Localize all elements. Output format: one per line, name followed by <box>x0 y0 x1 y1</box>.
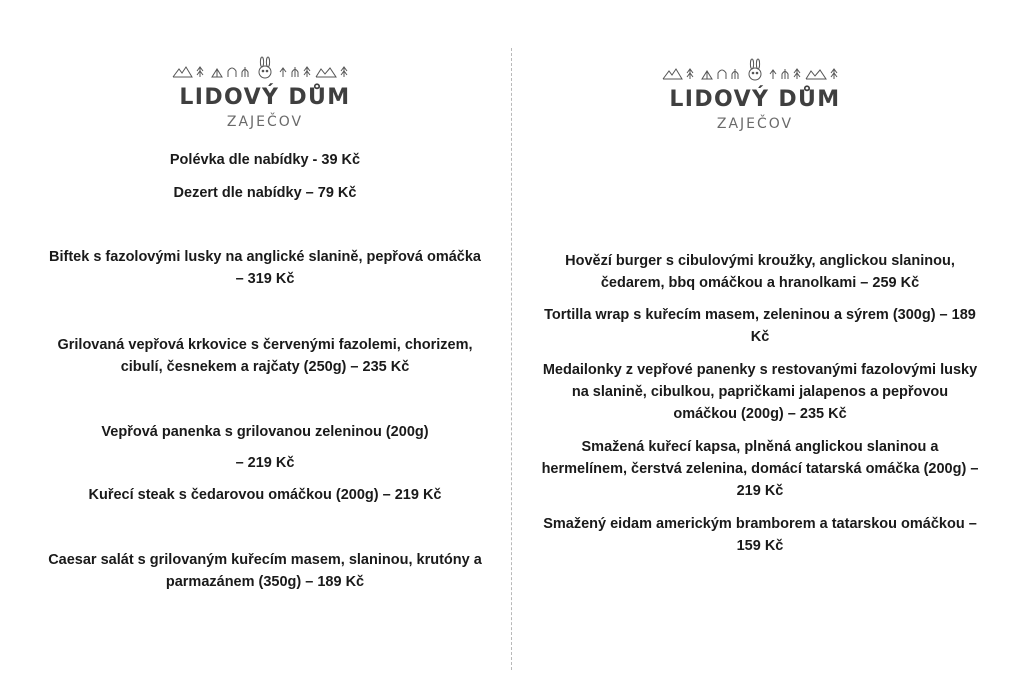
page-divider <box>511 48 512 670</box>
restaurant-location: ZAJEČOV <box>716 116 794 132</box>
menu-item: Tortilla wrap s kuřecím masem, zeleninou a sýrem (300g) – 189 Kč <box>544 307 976 345</box>
menu-item: Biftek s fazolovými lusky na anglické slanině, pepřová omáčka – 319 Kč <box>49 249 481 287</box>
menu-item: Smažený eidam americkým bramborem a tatarskou omáčkou – 159 Kč <box>543 516 977 554</box>
restaurant-name: LIDOVÝ DŮM <box>179 85 351 110</box>
restaurant-logo <box>645 57 865 133</box>
menu-item: Smažená kuřecí kapsa, plněná anglickou slaninou a hermelínem, čerstvá zelenina, domácí tatarská omáčka (200g) – 219 Kč <box>541 439 979 499</box>
mountains-trees-rabbit-icon <box>660 57 850 83</box>
menu-item: Medailonky z vepřové panenky s restovanými fazolovými lusky na slanině, cibulkou, papričkami jalapenos a pepřovou omáčkou (200g) – 235 Kč <box>542 362 978 422</box>
restaurant-name: LIDOVÝ DŮM <box>669 87 841 112</box>
mountains-trees-rabbit-icon <box>170 55 360 81</box>
restaurant-location: ZAJEČOV <box>226 114 304 130</box>
menu-item: Grilovaná vepřová krkovice s červenými fazolemi, chorizem, cibulí, česnekem a rajčaty (250g) – 235 Kč <box>57 337 473 375</box>
menu-item: Vepřová panenka s grilovanou zeleninou (200g) <box>101 424 429 440</box>
menu-item: – 219 Kč <box>235 455 295 471</box>
menu-item: Polévka dle nabídky - 39 Kč <box>169 152 361 168</box>
menu-item: Dezert dle nabídky – 79 Kč <box>173 185 357 201</box>
menu-item: Kuřecí steak s čedarovou omáčkou (200g) – 219 Kč <box>88 487 442 503</box>
menu-item: Hovězí burger s cibulovými kroužky, anglickou slaninou, čedarem, bbq omáčkou a hranolkami – 259 Kč <box>565 253 955 291</box>
restaurant-logo <box>155 55 375 131</box>
menu-item: Caesar salát s grilovaným kuřecím masem, slaninou, krutóny a parmazánem (350g) – 189 Kč <box>48 552 482 590</box>
